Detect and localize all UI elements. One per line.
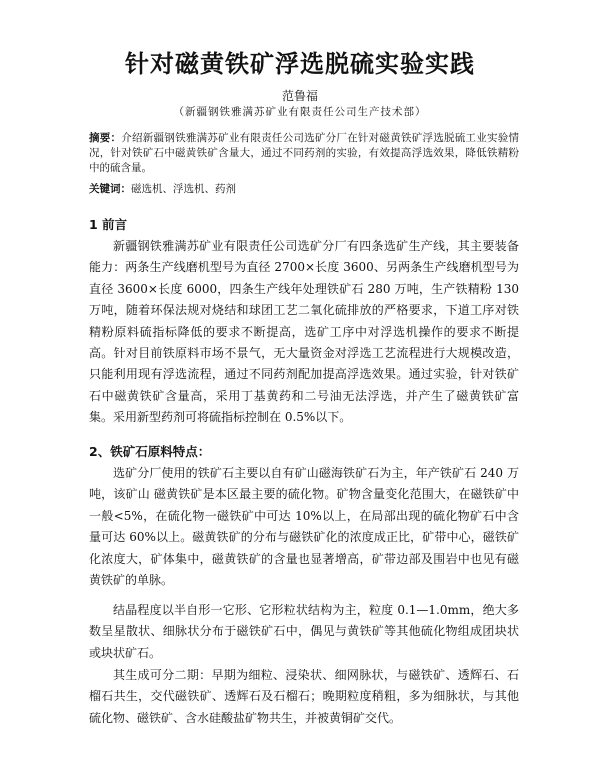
paper-title: 针对磁黄铁矿浮选脱硫实验实践	[125, 49, 475, 78]
section-heading-ore-characteristics: 2、铁矿石原料特点：	[89, 444, 211, 459]
abstract	[89, 131, 519, 176]
section-heading-introduction: 1 前言	[89, 217, 128, 232]
body-paragraph: 结晶程度以半自形一它形、它形粒状结构为主，粒度 0.1—1.0mm，绝大多数呈星散状、细脉状分布于磁铁矿石中，偶见与黄铁矿等其他硫化物组成团块状或块状矿石。	[89, 603, 519, 660]
abstract-label: 摘要：	[89, 132, 122, 144]
keywords-label: 关键词：	[89, 183, 131, 195]
body-paragraph: 新疆钢铁雅满苏矿业有限责任公司选矿分厂有四条选矿生产线，其主要装备能力：两条生产线磨机型号为直径 2700×长度 3600、另两条生产线磨机型号为直径 3600×长度 6000，四条生产线年处理铁矿石 280 万吨，生产铁精粉 130 万吨，随着环保法规对烧结和球团工艺二氧化硫排放的严格要求，下道工序对铁精粉原料硫指标降低的要求不断提高，选矿工序中对浮选机操作的要求不断提高。针对目前铁原料市场不景气，无大量资金对浮选工艺流程进行大规模改造，只能利用现有浮选流程，通过不同药剂配加提高浮选效果。通过实验，针对铁矿石中磁黄铁矿含量高，采用丁基黄药和二号油无法浮选，并产生了磁黄铁矿富集。采用新型药剂可将硫指标控制在 0.5%以下。	[89, 239, 519, 425]
keywords-text: 磁选机、浮选机、药剂	[131, 183, 236, 195]
abstract-text: 介绍新疆钢铁雅满苏矿业有限责任公司选矿分厂在针对磁黄铁矿浮选脱硫工业实验情况，针对铁矿石中磁黄铁矿含量大，通过不同药剂的实验，有效提高浮选效果，降低铁精粉中的硫含量。	[89, 132, 520, 174]
body-paragraph: 其生成可分二期：早期为细粒、浸染状、细网脉状，与磁铁矿、透辉石、石榴石共生，交代磁铁矿、透辉石及石榴石；晚期粒度稍粗，多为细脉状，与其他硫化物、磁铁矿、含水硅酸盐矿物共生，并被黄铜矿交代。	[89, 668, 519, 725]
keywords	[89, 182, 519, 197]
author-name: 范鲁福	[281, 89, 318, 103]
author-affiliation: （新疆钢铁雅满苏矿业有限责任公司生产技术部）	[173, 106, 427, 118]
body-paragraph: 选矿分厂使用的铁矿石主要以自有矿山磁海铁矿石为主，年产铁矿石 240 万吨，该矿山 磁黄铁矿是本区最主要的硫化物。矿物含量变化范围大，在磁铁矿中一般<5%，在硫化物一磁铁矿中可达 10%以上，在局部出现的硫化物矿石中含量可达 60%以上。磁黄铁矿的分布与磁铁矿化的浓度成正比，矿带中心，磁铁矿化浓度大，矿体集中，磁黄铁矿的含量也显著增高，矿带边部及围岩中也见有磁黄铁矿的单脉。	[89, 466, 519, 588]
